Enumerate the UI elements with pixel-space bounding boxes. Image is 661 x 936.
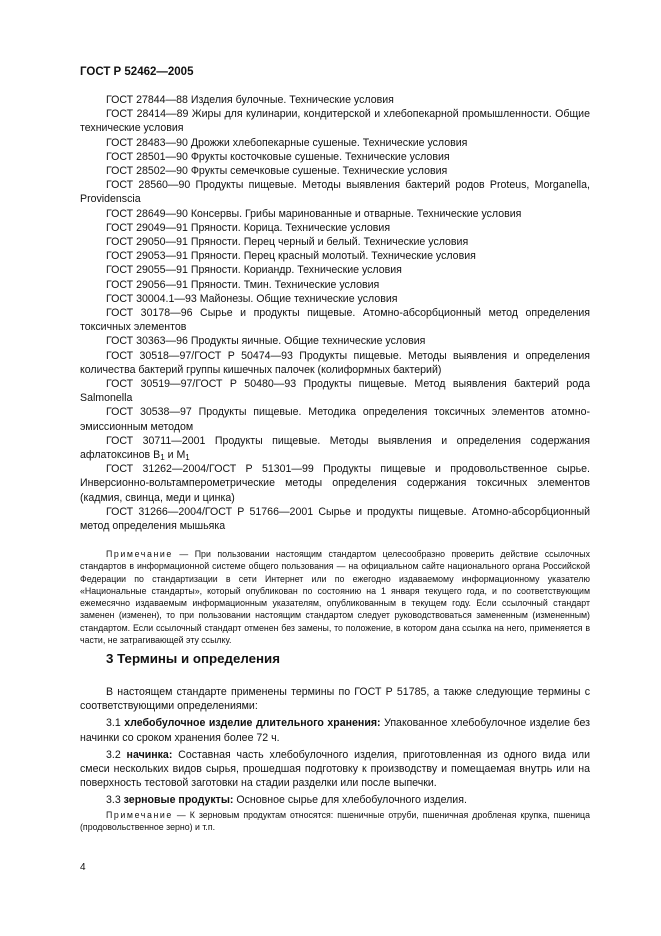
reference-item: ГОСТ 29053—91 Пряности. Перец красный молотый. Технические условия [106, 250, 476, 263]
note-label: Примечание [106, 549, 173, 559]
reference-item: ГОСТ 31266—2004/ГОСТ Р 51766—2001 Сырье и продукты пищевые. Атомно-абсорбционный метод определения мышьяка [80, 505, 590, 533]
reference-item: ГОСТ 28414—89 Жиры для кулинарии, кондитерской и хлебопекарной промышленности. Общие технические условия [80, 108, 590, 135]
subscript: 1 [160, 453, 165, 463]
reference-item: ГОСТ 30363—96 Продукты яичные. Общие технические условия [106, 335, 426, 348]
note-text: — К зерновым продуктам относятся: пшеничные отруби, пшеничная дробленая крупка, пшеница (продовольственное зерно) и т.п. [80, 810, 590, 833]
term-item [80, 716, 590, 744]
reference-item: ГОСТ 30004.1—93 Майонезы. Общие технические условия [106, 292, 398, 305]
term-name: начинка: [126, 748, 173, 761]
reference-item: ГОСТ 29056—91 Пряности. Тмин. Технические условия [106, 278, 380, 291]
note-label: Примечание [106, 810, 173, 820]
term-number: 3.2 [106, 748, 127, 761]
term-name: хлебобулочное изделие длительного хранения: [124, 717, 381, 730]
term-number: 3.3 [106, 794, 124, 807]
note-references [80, 548, 590, 646]
reference-item: ГОСТ 29049—91 Пряности. Корица. Технические условия [106, 221, 391, 234]
term-item [80, 793, 590, 807]
reference-item: ГОСТ 27844—88 Изделия булочные. Технические условия [106, 94, 394, 106]
term-definition: Основное сырье для хлебобулочного изделия. [233, 794, 467, 807]
section-title: 3 Термины и определения [106, 651, 280, 666]
term-number: 3.1 [106, 717, 125, 730]
reference-item: ГОСТ 30538—97 Продукты пищевые. Методика определения токсичных элементов атомно-эмиссионным методом [80, 406, 590, 433]
reference-item: ГОСТ 30519—97/ГОСТ Р 50480—93 Продукты пищевые. Метод выявления бактерий рода Salmonella [80, 378, 590, 405]
section-intro: В настоящем стандарте применены термины по ГОСТ Р 51785, а также следующие термины с соответствующими определениями: [80, 686, 590, 713]
term-name: зерновые продукты: [123, 794, 234, 807]
reference-item: ГОСТ 28560—90 Продукты пищевые. Методы выявления бактерий родов Proteus, Morganella, Providenscia [80, 179, 590, 206]
reference-item: ГОСТ 31262—2004/ГОСТ Р 51301—99 Продукты пищевые и продовольственное сырье. Инверсионно-вольтамперометрические методы определения содержания токсичных элементов (кадмия, свинца, меди и цинка) [80, 463, 590, 504]
reference-item-aflatoxin [80, 434, 590, 462]
reference-item: ГОСТ 30518—97/ГОСТ Р 50474—93 Продукты пищевые. Методы выявления и определения количества бактерий группы кишечных палочек (колиформных бактерий) [80, 349, 590, 376]
reference-item: ГОСТ 28502—90 Фрукты семечковые сушеные. Технические условия [106, 165, 448, 178]
reference-item: ГОСТ 28649—90 Консервы. Грибы маринованные и отварные. Технические условия [106, 207, 522, 220]
document-header: ГОСТ Р 52462—2005 [80, 66, 194, 78]
note-text: — При пользовании настоящим стандартом целесообразно проверить действие ссылочных стандартов в информационной системе общего пользования — на официальном сайте национального органа Российской Федерации по стандартизации в сети Интернет или по ежегодно издаваемому информационному указателю «Национальные стандарты», который опубликован по состоянию на 1 января текущего года, и по соответствующим ежемесячно издаваемым информационным указателям, опубликованным в текущем году. Если ссылочный стандарт заменен (изменен), то при пользовании настоящим стандартом следует руководствоваться замененным (измененным) стандартом. Если ссылочный стандарт отменен без замены, то положение, в котором дана ссылка на него, применяется в части, не затрагивающей эту ссылку. [80, 549, 590, 646]
reference-item: ГОСТ 28501—90 Фрукты косточковые сушеные. Технические условия [106, 150, 450, 163]
term-definition: Упакованное хлебобулочное изделие без начинки со сроком хранения более 72 ч. [80, 717, 590, 744]
page-number: 4 [80, 862, 86, 873]
reference-item: ГОСТ 29055—91 Пряности. Кориандр. Технические условия [106, 264, 402, 277]
term-definition: Составная часть хлебобулочного изделия, приготовленная из одного вида или смеси нескольких видов сырья, прошедшая подготовку к производству и помещаемая внутрь или на поверхность тестовой заготовки на стадии разделки или после выпечки. [80, 748, 591, 790]
reference-item: ГОСТ 28483—90 Дрожжи хлебопекарные сушеные. Технические условия [106, 136, 468, 149]
reference-item: ГОСТ 29050—91 Пряности. Перец черный и белый. Технические условия [106, 236, 469, 249]
term-item [80, 748, 590, 791]
reference-item: ГОСТ 30178—96 Сырье и продукты пищевые. Атомно-абсорбционный метод определения токсичных элементов [80, 307, 590, 334]
terms-section [80, 685, 590, 808]
reference-text: ГОСТ 30711—2001 Продукты пищевые. Методы выявления и определения содержания афлатоксинов B [80, 434, 590, 462]
normative-references-list [80, 93, 590, 533]
note-grain-products [80, 809, 590, 834]
reference-text: и M [164, 449, 186, 462]
subscript: 1 [185, 453, 190, 463]
